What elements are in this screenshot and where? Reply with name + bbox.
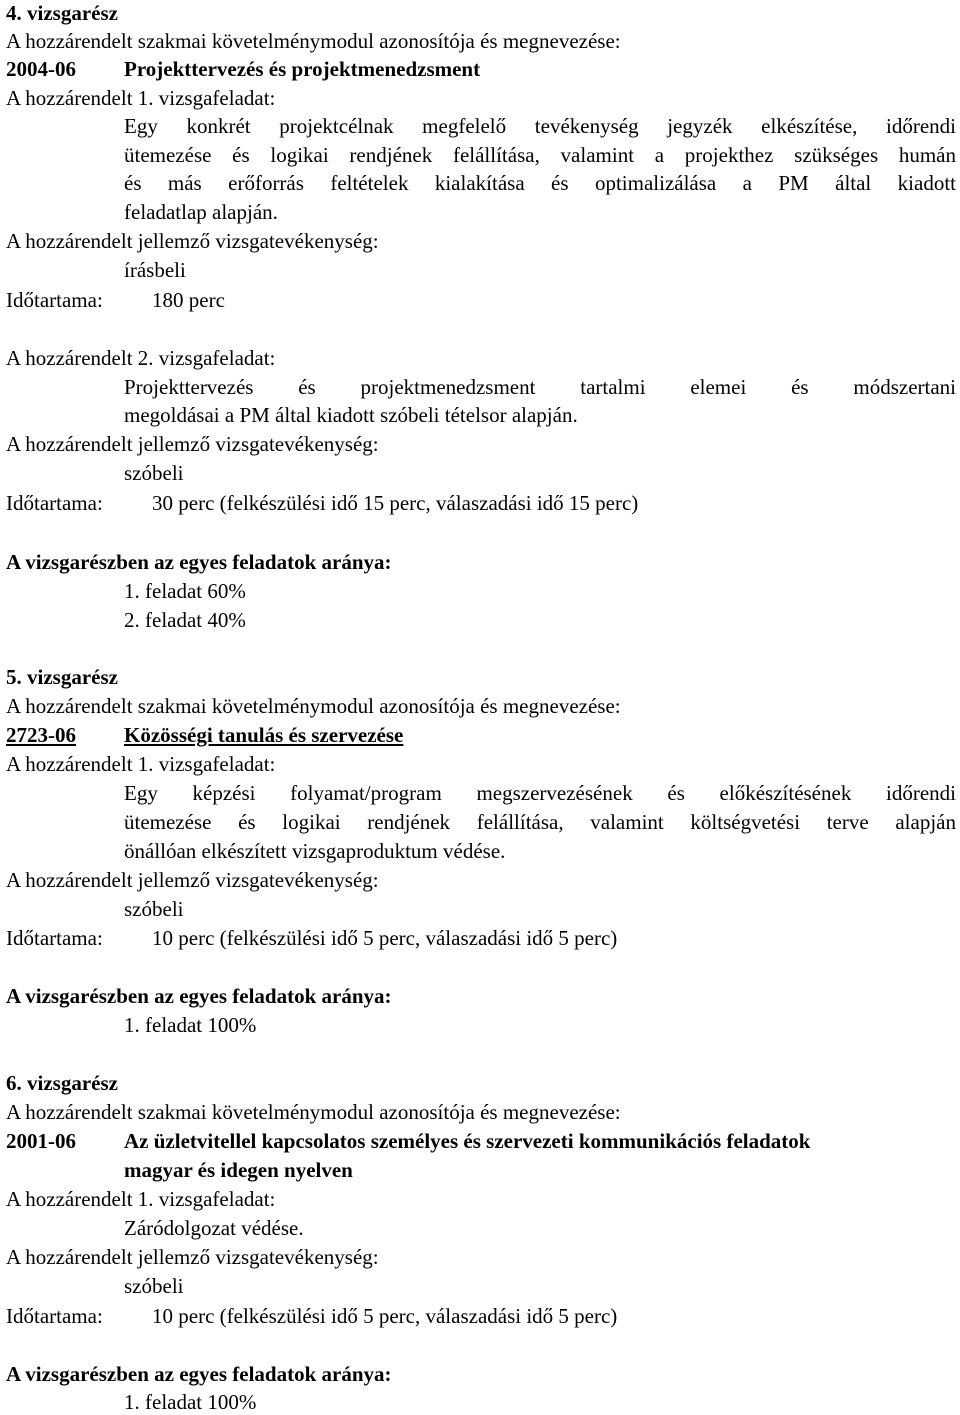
section-4-module (6, 56, 480, 82)
section-6-ratio-heading: A vizsgarészben az egyes feladatok aránya: (6, 1362, 392, 1386)
section-6-module-intro: A hozzárendelt szakmai követelménymodul azonosítója és megnevezése: (6, 1100, 621, 1124)
section-4-task1-line: és más erőforrás feltételek kialakítása és optimalizálása a PM által kiadott (124, 171, 956, 195)
section-4-task1-duration: 180 perc (152, 288, 225, 312)
section-6-module-code: 2001-06 (6, 1129, 76, 1153)
duration-label: Időtartama: (6, 926, 103, 950)
section-5-task1-activity: szóbeli (124, 897, 184, 921)
section-4-task1-line: feladatlap alapján. (124, 200, 278, 224)
section-5-task1-line: önállóan elkészített vizsgaproduktum védése. (124, 839, 506, 863)
section-4-activity-label: A hozzárendelt jellemző vizsgatevékenység: (6, 229, 379, 253)
section-6-heading: 6. vizsgarész (6, 1071, 118, 1095)
section-6-activity-label: A hozzárendelt jellemző vizsgatevékenység: (6, 1245, 379, 1269)
section-4-task1-activity: írásbeli (124, 258, 186, 282)
section-4-task2-line: Projekttervezés és projektmenedzsment tartalmi elemei és módszertani (124, 375, 956, 399)
section-6-task1-duration-row (6, 1303, 617, 1329)
section-4-ratio-heading: A vizsgarészben az egyes feladatok aránya: (6, 550, 392, 574)
section-4-task2-duration-row (6, 490, 638, 516)
section-5-ratio-heading: A vizsgarészben az egyes feladatok aránya: (6, 984, 392, 1008)
section-4-heading: 4. vizsgarész (6, 1, 118, 25)
section-6-task1-line: Záródolgozat védése. (124, 1216, 304, 1240)
section-5-module-name: Közösségi tanulás és szervezése (124, 723, 404, 747)
section-4-module-name: Projekttervezés és projektmenedzsment (124, 57, 481, 81)
section-4-task1-label: A hozzárendelt 1. vizsgafeladat: (6, 86, 276, 110)
section-4-task1-line: ütemezése és logikai rendjének felállítása, valamint a projekthez szükséges humán (124, 143, 956, 167)
duration-label: Időtartama: (6, 491, 103, 515)
section-5-module-intro: A hozzárendelt szakmai követelménymodul azonosítója és megnevezése: (6, 694, 621, 718)
section-5-task1-line: Egy képzési folyamat/program megszervezésének és előkészítésének időrendi (124, 781, 956, 805)
section-6-task1-duration: 10 perc (felkészülési idő 5 perc, válaszadási idő 5 perc) (152, 1304, 618, 1328)
duration-label: Időtartama: (6, 1304, 103, 1328)
section-5-ratio-item: 1. feladat 100% (124, 1013, 257, 1037)
section-5-module-code: 2723-06 (6, 723, 76, 747)
section-4-ratio-item: 1. feladat 60% (124, 579, 246, 603)
section-4-task2-line: megoldásai a PM által kiadott szóbeli tételsor alapján. (124, 403, 578, 427)
section-5-task1-duration-row (6, 925, 617, 951)
section-4-task2-activity-label: A hozzárendelt jellemző vizsgatevékenység: (6, 432, 379, 456)
section-5-task1-line: ütemezése és logikai rendjének felállítása, valamint költségvetési terve alapján (124, 810, 956, 834)
section-5-module (6, 722, 403, 748)
section-6-task1-activity: szóbeli (124, 1274, 184, 1298)
section-5-activity-label: A hozzárendelt jellemző vizsgatevékenység: (6, 868, 379, 892)
section-4-task2-duration: 30 perc (felkészülési idő 15 perc, válaszadási idő 15 perc) (152, 491, 639, 515)
duration-label: Időtartama: (6, 288, 103, 312)
section-6-ratio-item: 1. feladat 100% (124, 1390, 257, 1414)
section-5-heading: 5. vizsgarész (6, 665, 118, 689)
section-4-task1-line: Egy konkrét projektcélnak megfelelő tevékenység jegyzék elkészítése, időrendi (124, 114, 956, 138)
section-6-task1-label: A hozzárendelt 1. vizsgafeladat: (6, 1187, 276, 1211)
section-4-ratio-item: 2. feladat 40% (124, 608, 246, 632)
section-4-task2-activity: szóbeli (124, 461, 184, 485)
section-6-module (6, 1128, 810, 1154)
section-4-module-code: 2004-06 (6, 57, 76, 81)
section-4-task2-label: A hozzárendelt 2. vizsgafeladat: (6, 346, 276, 370)
section-5-task1-duration: 10 perc (felkészülési idő 5 perc, válaszadási idő 5 perc) (152, 926, 618, 950)
section-6-module-name: Az üzletvitellel kapcsolatos személyes és szervezeti kommunikációs feladatok (124, 1129, 811, 1153)
section-6-module-name-cont: magyar és idegen nyelven (124, 1158, 353, 1182)
section-4-task1-duration-row (6, 287, 225, 313)
section-4-module-intro: A hozzárendelt szakmai követelménymodul azonosítója és megnevezése: (6, 29, 621, 53)
section-5-task1-label: A hozzárendelt 1. vizsgafeladat: (6, 752, 276, 776)
